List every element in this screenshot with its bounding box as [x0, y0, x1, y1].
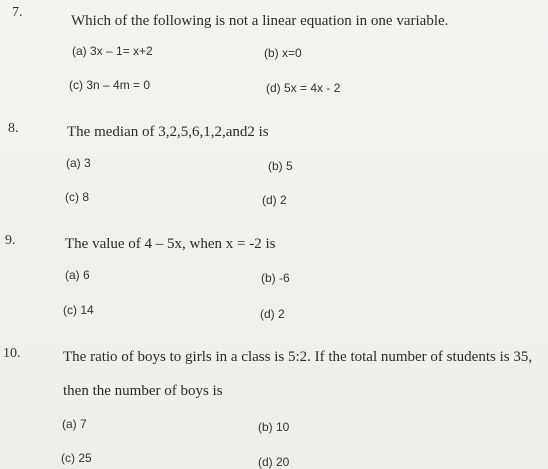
option-d: (d) 20 — [258, 455, 290, 469]
question-stem-continued: then the number of boys is — [63, 383, 223, 399]
question-stem: Which of the following is not a linear equation in one variable. — [71, 13, 449, 29]
option-a: (a) 6 — [65, 268, 90, 282]
option-c: (c) 3n – 4m = 0 — [69, 78, 151, 92]
option-b: (b) 10 — [258, 420, 290, 434]
option-d: (d) 5x = 4x - 2 — [266, 81, 341, 95]
option-b: (b) -6 — [261, 271, 290, 285]
option-d: (d) 2 — [260, 307, 285, 321]
question-number: 8. — [8, 121, 19, 136]
option-b: (b) x=0 — [264, 46, 302, 60]
option-c: (c) 14 — [63, 303, 94, 317]
question-stem: The median of 3,2,5,6,1,2,and2 is — [67, 124, 269, 140]
option-c: (c) 8 — [65, 190, 89, 204]
question-stem: The ratio of boys to girls in a class is 5:2. If the total number of students is 35, — [63, 349, 533, 365]
option-a: (a) 3x – 1= x+2 — [72, 44, 153, 58]
option-b: (b) 5 — [268, 159, 293, 173]
option-a: (a) 7 — [62, 417, 87, 431]
question-number: 9. — [5, 233, 16, 248]
question-number: 10. — [3, 346, 21, 361]
question-stem: The value of 4 – 5x, when x = -2 is — [65, 236, 276, 252]
option-d: (d) 2 — [262, 193, 287, 207]
option-a: (a) 3 — [66, 156, 91, 170]
question-number: 7. — [12, 5, 23, 20]
option-c: (c) 25 — [61, 451, 92, 465]
